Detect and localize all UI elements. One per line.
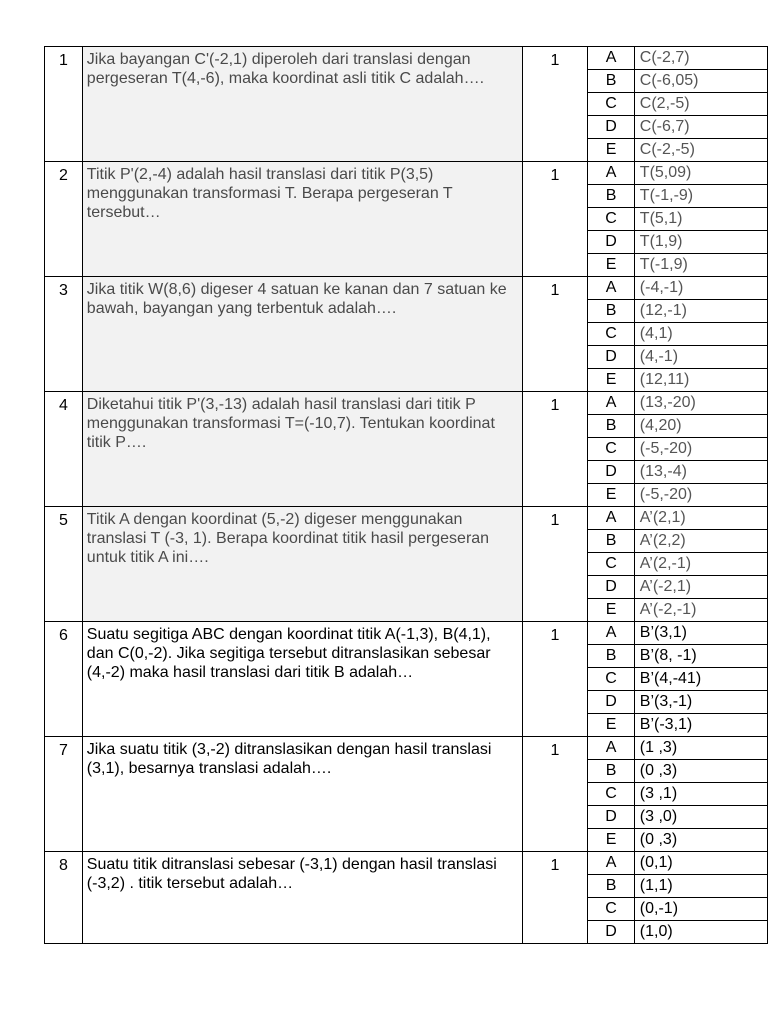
option-letter: D — [588, 346, 635, 369]
question-text: Jika titik W(8,6) digeser 4 satuan ke kanan dan 7 satuan ke bawah, bayangan yang terbentuk adalah…. — [86, 281, 507, 317]
question-row — [45, 507, 768, 530]
question-text: Diketahui titik P'(3,-13) adalah hasil translasi dari titik P menggunakan transformasi T=(-10,7). Tentukan koordinat titik P…. — [86, 396, 495, 451]
question-number: 5 — [45, 507, 83, 622]
question-cell — [82, 277, 522, 392]
question-cell — [82, 507, 522, 622]
option-letter: C — [588, 553, 635, 576]
question-score: 1 — [522, 392, 588, 507]
option-letter: D — [588, 806, 635, 829]
question-table — [44, 46, 768, 944]
question-row — [45, 852, 768, 875]
option-letter: E — [588, 369, 635, 392]
option-letter: D — [588, 921, 635, 944]
option-text: (1,1) — [634, 875, 767, 898]
option-text: (1 ,3) — [634, 737, 767, 760]
option-letter: D — [588, 116, 635, 139]
option-text: T(-1,9) — [634, 254, 767, 277]
option-text: A’(2,1) — [634, 507, 767, 530]
question-number: 6 — [45, 622, 83, 737]
option-letter: B — [588, 70, 635, 93]
option-letter: E — [588, 484, 635, 507]
question-score: 1 — [522, 737, 588, 852]
option-text: C(2,-5) — [634, 93, 767, 116]
option-text: (4,1) — [634, 323, 767, 346]
question-score: 1 — [522, 277, 588, 392]
question-text: Suatu titik ditranslasi sebesar (-3,1) dengan hasil translasi (-3,2) . titik tersebut adalah… — [86, 856, 497, 892]
option-text: (13,-4) — [634, 461, 767, 484]
option-text: A’(2,2) — [634, 530, 767, 553]
question-number: 4 — [45, 392, 83, 507]
option-text: T(5,1) — [634, 208, 767, 231]
question-table-body — [45, 47, 768, 944]
question-score: 1 — [522, 507, 588, 622]
option-letter: A — [588, 162, 635, 185]
question-cell — [82, 47, 522, 162]
option-text: A’(2,-1) — [634, 553, 767, 576]
question-row — [45, 392, 768, 415]
option-text: (4,-1) — [634, 346, 767, 369]
option-letter: B — [588, 185, 635, 208]
option-text: C(-6,05) — [634, 70, 767, 93]
option-letter: E — [588, 254, 635, 277]
option-letter: A — [588, 47, 635, 70]
option-letter: D — [588, 231, 635, 254]
option-text: B’(-3,1) — [634, 714, 767, 737]
option-letter: B — [588, 530, 635, 553]
option-letter: C — [588, 668, 635, 691]
question-text: Jika bayangan C'(-2,1) diperoleh dari translasi dengan pergeseran T(4,-6), maka koordinat asli titik C adalah…. — [86, 51, 485, 87]
option-text: B’(4,-41) — [634, 668, 767, 691]
option-text: (-5,-20) — [634, 438, 767, 461]
option-letter: A — [588, 392, 635, 415]
option-letter: C — [588, 898, 635, 921]
question-cell — [82, 852, 522, 944]
option-letter: B — [588, 300, 635, 323]
question-score: 1 — [522, 162, 588, 277]
option-text: C(-2,-5) — [634, 139, 767, 162]
option-text: (3 ,0) — [634, 806, 767, 829]
option-letter: D — [588, 461, 635, 484]
question-row — [45, 162, 768, 185]
option-text: (1,0) — [634, 921, 767, 944]
option-text: (-4,-1) — [634, 277, 767, 300]
option-letter: C — [588, 783, 635, 806]
option-text: (3 ,1) — [634, 783, 767, 806]
option-text: (0 ,3) — [634, 829, 767, 852]
option-text: B’(8, -1) — [634, 645, 767, 668]
question-number: 2 — [45, 162, 83, 277]
question-text: Titik P'(2,-4) adalah hasil translasi dari titik P(3,5) menggunakan transformasi T. Berapa pergeseran T tersebut… — [86, 166, 453, 221]
question-score: 1 — [522, 47, 588, 162]
option-text: (12,-1) — [634, 300, 767, 323]
option-text: A’(-2,1) — [634, 576, 767, 599]
option-text: (0 ,3) — [634, 760, 767, 783]
option-letter: A — [588, 622, 635, 645]
option-letter: B — [588, 415, 635, 438]
question-number: 7 — [45, 737, 83, 852]
question-cell — [82, 622, 522, 737]
question-cell — [82, 392, 522, 507]
question-score: 1 — [522, 852, 588, 944]
question-number: 8 — [45, 852, 83, 944]
option-text: (-5,-20) — [634, 484, 767, 507]
option-letter: E — [588, 599, 635, 622]
question-text: Titik A dengan koordinat (5,-2) digeser menggunakan translasi T (-3, 1). Berapa koordinat titik hasil pergeseran untuk titik A ini…. — [86, 511, 490, 566]
option-text: T(5,09) — [634, 162, 767, 185]
option-text: A’(-2,-1) — [634, 599, 767, 622]
option-text: (12,11) — [634, 369, 767, 392]
option-text: (4,20) — [634, 415, 767, 438]
question-score: 1 — [522, 622, 588, 737]
option-text: C(-2,7) — [634, 47, 767, 70]
question-cell — [82, 162, 522, 277]
option-text: (0,-1) — [634, 898, 767, 921]
question-text: Jika suatu titik (3,-2) ditranslasikan dengan hasil translasi (3,1), besarnya translasi adalah…. — [86, 741, 492, 777]
option-letter: D — [588, 691, 635, 714]
option-text: C(-6,7) — [634, 116, 767, 139]
option-letter: E — [588, 829, 635, 852]
option-letter: E — [588, 714, 635, 737]
option-letter: C — [588, 323, 635, 346]
option-letter: A — [588, 277, 635, 300]
option-letter: A — [588, 507, 635, 530]
question-row — [45, 737, 768, 760]
option-letter: E — [588, 139, 635, 162]
option-letter: C — [588, 93, 635, 116]
option-text: B’(3,1) — [634, 622, 767, 645]
question-row — [45, 47, 768, 70]
option-text: (0,1) — [634, 852, 767, 875]
option-letter: A — [588, 737, 635, 760]
option-text: B’(3,-1) — [634, 691, 767, 714]
question-text: Suatu segitiga ABC dengan koordinat titik A(-1,3), B(4,1), dan C(0,-2). Jika segitiga tersebut ditranslasikan sebesar (4,-2) maka hasil translasi dari titik B adalah… — [86, 626, 491, 681]
option-letter: C — [588, 208, 635, 231]
option-letter: B — [588, 875, 635, 898]
question-cell — [82, 737, 522, 852]
option-letter: B — [588, 760, 635, 783]
option-letter: D — [588, 576, 635, 599]
option-text: T(-1,-9) — [634, 185, 767, 208]
option-letter: C — [588, 438, 635, 461]
question-row — [45, 622, 768, 645]
option-text: T(1,9) — [634, 231, 767, 254]
option-text: (13,-20) — [634, 392, 767, 415]
question-number: 1 — [45, 47, 83, 162]
option-letter: A — [588, 852, 635, 875]
question-number: 3 — [45, 277, 83, 392]
question-row — [45, 277, 768, 300]
option-letter: B — [588, 645, 635, 668]
